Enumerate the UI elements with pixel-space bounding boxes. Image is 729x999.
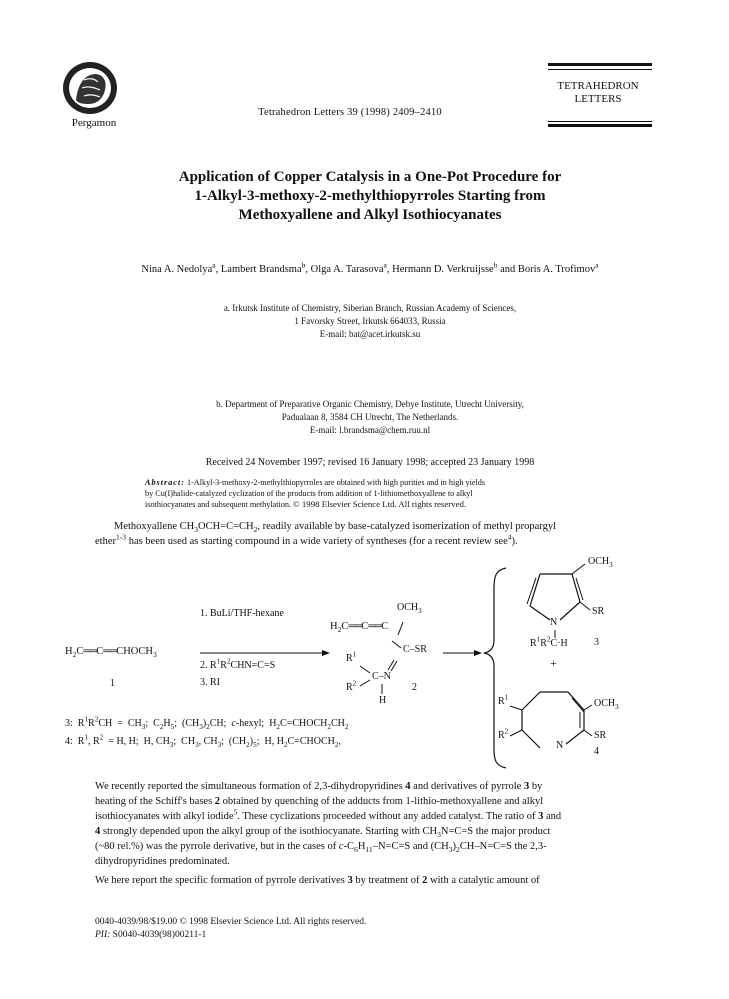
product3-n: N	[550, 617, 558, 628]
header-rule-top	[548, 63, 652, 66]
header-rule-bottom	[548, 124, 652, 127]
intermediate-och3: $OCH_3$	[397, 602, 422, 615]
compound-1-number: 1	[110, 678, 115, 689]
body-line: We recently reported the simultaneous formation of 2,3-dihydropyridines 4 and derivatives of pyrrole 3 by	[95, 781, 543, 792]
received-dates: Received 24 November 1997; revised 16 January 1998; accepted 23 January 1998	[205, 457, 535, 468]
body-line: isothiocyanates with alkyl iodide$^5$. These cyclizations proceeded without any added catalyst. The ratio of 3 and	[95, 807, 562, 822]
intermediate-r1: $R^1$	[346, 650, 357, 664]
publisher-name: Pergamon	[71, 117, 117, 129]
abstract-label: Abstract:	[145, 478, 185, 487]
product4-r1: $R^1$	[498, 693, 509, 707]
product4-och3: $OCH_3$	[594, 698, 619, 711]
compound-1: $H_2C══C══CHOCH_3$	[65, 646, 157, 660]
product4-sr: SR	[594, 730, 607, 741]
compound-4-definition: 4: $R^1$, $R^2 = H$, H; H, $CH_3$; $CH_3$, $CH_3$; $(CH_2)_5$; H, $H_2C=CHOCH_2$,	[65, 733, 341, 749]
body-line: heating of the Schiff's bases 2 obtained by quenching of the adducts from 1-lithio-methoxyallene and alkyl	[95, 796, 544, 807]
product4-r2: $R^2$	[498, 727, 509, 741]
abstract: Abstract: 1-Alkyl-3-methoxy-2-methylthiopyrroles are obtained with high purities and in high yields by Cu(I)halide-catalyzed cyclization of the products from addition of 1-lithiomethoxyallene to alkyl isothiocyanates and subsequent methylation. © 1998 Elsevier Science Ltd. All rights reserved.	[145, 478, 486, 509]
footer	[95, 916, 595, 942]
author-list: Nina A. Nedolya$^a$, Lambert Brandsma$^b$, Olga A. Tarasova$^a$, Hermann D. Verkruijsse$^b$ and Boris A. Trofimov$^a$	[141, 260, 599, 275]
plus-sign: +	[550, 656, 557, 670]
pergamon-logo	[60, 60, 120, 116]
product4-n: N	[556, 740, 564, 751]
abstract-copyright: © 1998 Elsevier Science Ltd. All rights reserved.	[293, 499, 467, 509]
intermediate-h: H	[379, 695, 387, 706]
product3-sr: SR	[592, 606, 605, 617]
intermediate-c-n: C–N	[372, 671, 391, 682]
compound-2-number: 2	[412, 682, 417, 693]
paper-title: Application of Copper Catalysis in a One-Pot Procedure for 1-Alkyl-3-methoxy-2-methylthiopyrroles Starting from Methoxyallene and Alkyl Isothiocyanates	[178, 169, 562, 223]
body-line: (~80 rel.%) was the pyrrole derivative, but in the cases of $c-C_6H_{11}-N=C=S$ and $(CH_3)_2CH-N=C=S$ the 2,3-	[95, 841, 547, 855]
footer-copyright: 0040-4039/98/$19.00 © 1998 Elsevier Science Ltd. All rights reserved.	[95, 917, 367, 927]
compound-3-definition: 3: $R^1R^2CH = CH_3$; $C_2H_5$; $(CH_3)_2CH$; c-hexyl; $H_2C=CHOCH_2CH_2$	[65, 715, 349, 731]
reagent-step-1: 1. BuLi/THF-hexane	[200, 608, 284, 619]
compound-3-number: 3	[594, 637, 599, 648]
intermediate-allene: $H_2C══C══C$	[330, 621, 389, 635]
reagent-step-2: 2. $R^1R^2CHN=C=S$	[200, 657, 276, 671]
intermediate-r2: $R^2$	[346, 679, 357, 693]
pii-number: S0040-4039(98)00211-1	[112, 930, 207, 940]
journal-name: TETRAHEDRON LETTERS	[557, 80, 639, 105]
intro-paragraph: Methoxyallene $CH_3OCH=C=CH_2$, readily available by base-catalyzed isomerization of methyl propargyl ether$^{1-3}$ has been used as starting compound in a wide variety of syntheses (for a recent review see$^4$).	[95, 521, 557, 547]
body-text	[95, 779, 675, 888]
affiliation-a: a. Irkutsk Institute of Chemistry, Siberian Branch, Russian Academy of Sciences, 1 Favorsky Street, Irkutsk 664033, Russia E-mail: bat@acet.irkutsk.su	[223, 303, 517, 339]
body-line: dihydropyridines predominated.	[95, 856, 230, 867]
pii-label: PII:	[95, 930, 111, 940]
body-line: 4 strongly depended upon the alkyl group of the isothiocyanate. Starting with $CH_3N=C=S$ the major product	[95, 826, 551, 840]
intermediate-c-sr: C–SR	[403, 644, 427, 655]
reaction-scheme	[60, 556, 680, 775]
header-rule-top-thin	[548, 69, 652, 70]
affiliation-b: b. Department of Preparative Organic Chemistry, Debye Institute, Utrecht University, Padualaan 8, 3584 CH Utrecht, The Netherlands. E-mail: l.brandsma@chem.ruu.nl	[216, 399, 524, 435]
product3-substituent: $R^1R^2C\cdot H$	[530, 635, 568, 649]
body-line: We here report the specific formation of pyrrole derivatives 3 by treatment of 2 with a catalytic amount of	[95, 875, 540, 886]
compound-4-number: 4	[594, 746, 599, 757]
reagent-step-3: 3. RI	[200, 677, 220, 688]
product3-och3: $OCH_3$	[588, 556, 613, 569]
journal-citation: Tetrahedron Letters 39 (1998) 2409–2410	[258, 107, 442, 118]
header-rule-bottom-thin	[548, 121, 652, 122]
